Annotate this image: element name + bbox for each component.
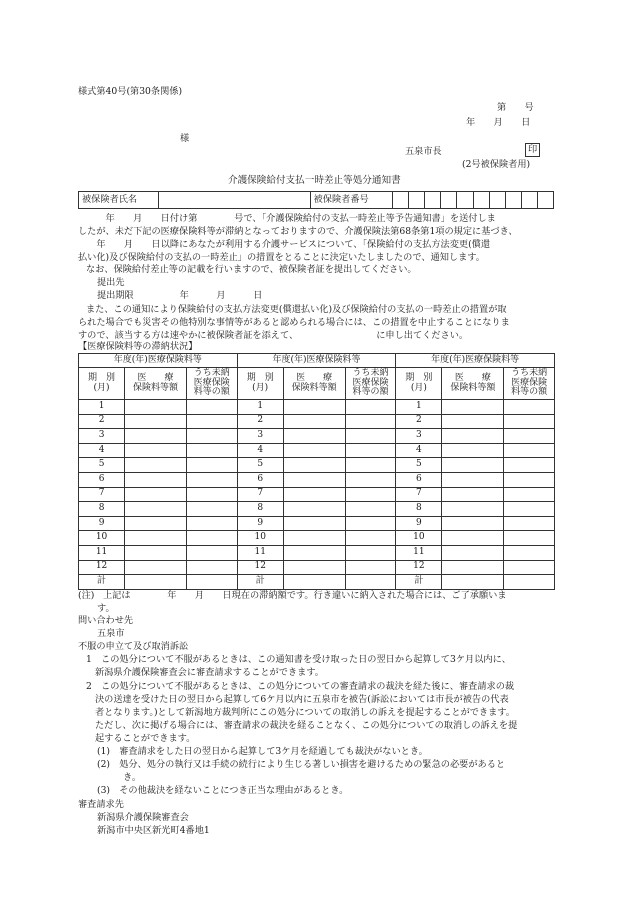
- unpaid-cell: [345, 545, 396, 560]
- period-cell: 6: [79, 472, 125, 487]
- unpaid-cell: [504, 458, 555, 473]
- table-row: [79, 560, 555, 575]
- amount-cell: [283, 560, 345, 575]
- period-cell: 8: [79, 502, 125, 517]
- unpaid-cell: [504, 531, 555, 546]
- period-cell: 8: [237, 502, 283, 517]
- amount-cell: [125, 400, 187, 415]
- amount-cell: [442, 545, 504, 560]
- appeal-line: 2 この処分について不服があるときは、この処分についての審査請求の裁決を経た後に、審査請求の裁: [86, 681, 515, 692]
- insured-number-digit: [393, 192, 409, 209]
- body-line: したが、未だ下記の医療保険料等が滞納となっておりますので、介護保険法第68条第1項の規定に基づき、: [78, 226, 518, 237]
- contact-label: 問い合わせ先: [78, 615, 134, 626]
- amount-cell: [442, 414, 504, 429]
- period-cell: 2: [396, 414, 442, 429]
- insured-number-digit: [505, 192, 521, 209]
- unpaid-cell: [186, 545, 237, 560]
- appeal-line: 1 この処分について不服があるときは、この通知書を受け取った日の翌日から起算して3ケ月以内に、: [86, 654, 511, 665]
- table-row: [79, 516, 555, 531]
- insured-number-digit: [409, 192, 425, 209]
- period-cell: 10: [79, 531, 125, 546]
- period-cell: 5: [396, 458, 442, 473]
- period-cell: 7: [79, 487, 125, 502]
- period-cell: 3: [396, 429, 442, 444]
- period-cell: 4: [79, 443, 125, 458]
- period-cell: 8: [396, 502, 442, 517]
- table-row: [79, 472, 555, 487]
- period-cell: 1: [79, 400, 125, 415]
- period-cell: 12: [79, 560, 125, 575]
- amount-cell: [283, 472, 345, 487]
- unpaid-cell: [186, 443, 237, 458]
- unpaid-cell: [345, 443, 396, 458]
- seal-stamp: 印: [525, 143, 540, 157]
- col-unpaid-header: うち未納 医療保険 料等の額: [186, 368, 237, 400]
- unpaid-cell: [186, 458, 237, 473]
- insured-type: (2号被保険者用): [462, 159, 531, 170]
- review-name: 新潟県介護保険審査会: [97, 812, 189, 823]
- period-cell: 6: [396, 472, 442, 487]
- amount-cell: [442, 429, 504, 444]
- period-cell: 5: [79, 458, 125, 473]
- unpaid-cell: [345, 458, 396, 473]
- period-cell: 7: [396, 487, 442, 502]
- period-cell: 10: [237, 531, 283, 546]
- mayor-name: 五泉市長: [405, 146, 442, 157]
- group-header: 年度(年)医療保険料等: [79, 354, 238, 368]
- amount-cell: [283, 429, 345, 444]
- amount-cell: [125, 443, 187, 458]
- amount-cell: [442, 502, 504, 517]
- note-line: 上記は 年 月 日現在の滞納額です。行き違いに納入された場合には、ご了承願いま: [103, 590, 507, 601]
- note-line: す。: [97, 603, 115, 614]
- period-cell: 1: [396, 400, 442, 415]
- note-prefix: (注): [78, 590, 95, 601]
- amount-cell: [125, 472, 187, 487]
- amount-cell: [283, 545, 345, 560]
- unpaid-cell: [504, 443, 555, 458]
- total-cell: 計: [396, 575, 442, 590]
- amount-cell: [442, 531, 504, 546]
- unpaid-cell: [345, 502, 396, 517]
- col-period-header: 期 別 (月): [396, 368, 442, 400]
- period-cell: 4: [396, 443, 442, 458]
- insured-number-label: 被保険者番号: [310, 192, 393, 209]
- col-period-header: 期 別 (月): [237, 368, 283, 400]
- period-cell: 2: [79, 414, 125, 429]
- amount-cell: [283, 414, 345, 429]
- unpaid-cell: [345, 560, 396, 575]
- unpaid-cell: [504, 502, 555, 517]
- amount-cell: [283, 443, 345, 458]
- addressee-suffix: 様: [180, 133, 190, 144]
- period-cell: 3: [79, 429, 125, 444]
- col-amount-header: 医 療 保険料等額: [125, 368, 187, 400]
- period-cell: 1: [237, 400, 283, 415]
- unpaid-cell: [345, 472, 396, 487]
- unpaid-cell: [345, 414, 396, 429]
- arrears-section-title: 【医療保険料等の滞納状況】: [78, 341, 198, 352]
- amount-cell: [283, 400, 345, 415]
- table-row: [79, 400, 555, 415]
- col-amount-header: 医 療 保険料等額: [442, 368, 504, 400]
- amount-cell: [125, 487, 187, 502]
- deadline: 提出期限 年 月 日: [97, 290, 263, 301]
- notice-number: 第 号: [497, 102, 534, 113]
- appeal-line: 起することができます。: [95, 733, 196, 744]
- unpaid-cell: [186, 516, 237, 531]
- amount-cell: [283, 502, 345, 517]
- unpaid-cell: [504, 575, 555, 590]
- table-row: [79, 443, 555, 458]
- period-cell: 9: [396, 516, 442, 531]
- submit-to: 提出先: [97, 277, 125, 288]
- amount-cell: [442, 443, 504, 458]
- total-cell: 計: [237, 575, 283, 590]
- amount-cell: [442, 458, 504, 473]
- insured-number-digit: [457, 192, 473, 209]
- unpaid-cell: [504, 487, 555, 502]
- unpaid-cell: [186, 414, 237, 429]
- amount-cell: [125, 575, 187, 590]
- amount-cell: [125, 414, 187, 429]
- insured-number-digit: [537, 192, 553, 209]
- table-row: [79, 414, 555, 429]
- table-row: [79, 545, 555, 560]
- amount-cell: [283, 516, 345, 531]
- amount-cell: [125, 560, 187, 575]
- unpaid-cell: [504, 545, 555, 560]
- insured-id-box: [78, 191, 554, 209]
- notice-date: 年 月 日: [466, 117, 531, 128]
- unpaid-cell: [186, 472, 237, 487]
- unpaid-cell: [504, 429, 555, 444]
- insured-number-digit: [473, 192, 489, 209]
- amount-cell: [442, 472, 504, 487]
- period-cell: 12: [237, 560, 283, 575]
- amount-cell: [125, 516, 187, 531]
- period-cell: 9: [237, 516, 283, 531]
- body-line: 払い化)及び保険給付の支払の一時差止」の措置をとることに決定いたしましたので、通知します。: [78, 252, 485, 263]
- period-cell: 2: [237, 414, 283, 429]
- amount-cell: [125, 502, 187, 517]
- body-line: なお、保険給付差止等の記載を行いますので、被保険者証を提出してください。: [86, 264, 417, 275]
- total-cell: 計: [79, 575, 125, 590]
- table-row: [79, 502, 555, 517]
- document-title: 介護保険給付支払一時差止等処分通知書: [228, 175, 401, 186]
- amount-cell: [125, 545, 187, 560]
- table-row: [79, 575, 555, 590]
- unpaid-cell: [345, 429, 396, 444]
- period-cell: 10: [396, 531, 442, 546]
- form-number: 様式第40号(第30条関係): [78, 86, 183, 97]
- unpaid-cell: [345, 400, 396, 415]
- arrears-table: [78, 353, 555, 590]
- unpaid-cell: [504, 516, 555, 531]
- body-line: られた場合でも災害その他特別な事情等があると認められる場合には、この措置を中止することになりま: [78, 317, 510, 328]
- unpaid-cell: [504, 400, 555, 415]
- amount-cell: [442, 516, 504, 531]
- insured-name-field: [159, 192, 310, 209]
- col-period-header: 期 別 (月): [79, 368, 125, 400]
- appeal-subitem: (2) 処分、処分の執行又は手続の続行により生じる著しい損害を避けるための緊急の必要があると: [97, 759, 506, 770]
- amount-cell: [442, 575, 504, 590]
- appeal-line: 決の送達を受けた日の翌日から起算して6ケ月以内に五泉市を被告(訴訟においては市長が被告の代表: [95, 694, 509, 705]
- group-header: 年度(年)医療保険料等: [237, 354, 396, 368]
- appeal-label: 不服の申立て及び取消訴訟: [78, 641, 189, 652]
- group-header: 年度(年)医療保険料等: [396, 354, 555, 368]
- col-unpaid-header: うち未納 医療保険 料等の額: [345, 368, 396, 400]
- insured-number-digit: [521, 192, 537, 209]
- appeal-subitem: き。: [123, 772, 142, 783]
- amount-cell: [283, 575, 345, 590]
- table-row: [79, 429, 555, 444]
- table-row: [79, 458, 555, 473]
- unpaid-cell: [345, 516, 396, 531]
- unpaid-cell: [186, 429, 237, 444]
- insured-number-digit: [425, 192, 441, 209]
- unpaid-cell: [504, 560, 555, 575]
- amount-cell: [442, 560, 504, 575]
- appeal-line: 新潟県介護保険審査会に審査請求することができます。: [95, 667, 324, 678]
- amount-cell: [442, 487, 504, 502]
- period-cell: 11: [396, 545, 442, 560]
- unpaid-cell: [345, 531, 396, 546]
- amount-cell: [283, 531, 345, 546]
- period-cell: 3: [237, 429, 283, 444]
- unpaid-cell: [186, 502, 237, 517]
- amount-cell: [442, 400, 504, 415]
- period-cell: 11: [79, 545, 125, 560]
- body-line: 年 月 日以降にあなたが利用する介護サービスについて、「保険給付の支払方法変更(償還: [78, 239, 491, 250]
- appeal-subitem: (3) その他裁決を経ないことにつき正当な理由があるとき。: [97, 785, 349, 796]
- amount-cell: [125, 458, 187, 473]
- amount-cell: [283, 487, 345, 502]
- appeal-subitem: (1) 審査請求をした日の翌日から起算して3ケ月を経過しても裁決がないとき。: [97, 746, 428, 757]
- insured-number-digit: [441, 192, 457, 209]
- unpaid-cell: [186, 531, 237, 546]
- table-row: [79, 487, 555, 502]
- insured-name-label: 被保険者氏名: [79, 192, 159, 209]
- unpaid-cell: [186, 400, 237, 415]
- col-amount-header: 医 療 保険料等額: [283, 368, 345, 400]
- period-cell: 7: [237, 487, 283, 502]
- body-line: すので、該当する方は速やかに被保険者証を添えて、 に申し出てください。: [78, 330, 469, 341]
- appeal-line: 者となります。)として新潟地方裁判所にこの処分についての取消しの訴えを提起することができます。: [95, 707, 515, 718]
- amount-cell: [283, 458, 345, 473]
- period-cell: 4: [237, 443, 283, 458]
- body-line: 年 月 日付け第 号で、「介護保険給付の支払一時差止等予告通知書」を送付しま: [78, 213, 496, 224]
- period-cell: 12: [396, 560, 442, 575]
- col-unpaid-header: うち未納 医療保険 料等の額: [504, 368, 555, 400]
- unpaid-cell: [186, 575, 237, 590]
- table-row: [79, 531, 555, 546]
- period-cell: 9: [79, 516, 125, 531]
- insured-number-digit: [489, 192, 505, 209]
- unpaid-cell: [345, 487, 396, 502]
- unpaid-cell: [345, 575, 396, 590]
- unpaid-cell: [504, 414, 555, 429]
- period-cell: 5: [237, 458, 283, 473]
- review-label: 審査請求先: [78, 799, 124, 810]
- period-cell: 11: [237, 545, 283, 560]
- review-address: 新潟市中央区新光町4番地1: [97, 825, 210, 836]
- unpaid-cell: [186, 560, 237, 575]
- unpaid-cell: [504, 472, 555, 487]
- appeal-line: ただし、次に掲げる場合には、審査請求の裁決を経ることなく、この処分についての取消しの訴えを提: [95, 720, 518, 731]
- amount-cell: [125, 531, 187, 546]
- body-line: また、この通知により保険給付の支払方法変更(償還払い化)及び保険給付の支払の一時差止の措置が取: [86, 304, 507, 315]
- contact-name: 五泉市: [97, 628, 125, 639]
- unpaid-cell: [186, 487, 237, 502]
- amount-cell: [125, 429, 187, 444]
- period-cell: 6: [237, 472, 283, 487]
